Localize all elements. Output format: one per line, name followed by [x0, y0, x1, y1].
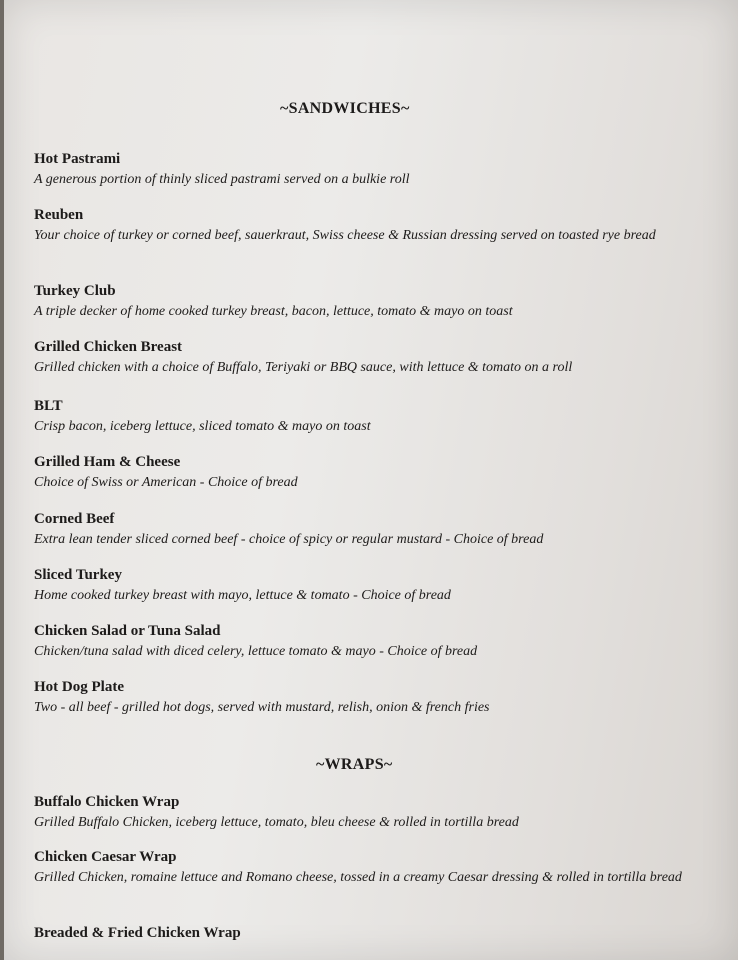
- menu-item: [34, 793, 694, 833]
- menu-item-name: Breaded & Fried Chicken Wrap: [34, 925, 241, 941]
- menu-page: [4, 0, 738, 960]
- menu-item-name: Hot Pastrami: [34, 151, 121, 167]
- menu-item-name: Grilled Ham & Cheese: [34, 454, 181, 470]
- menu-item: [34, 206, 694, 246]
- menu-item-name: Buffalo Chicken Wrap: [34, 794, 180, 810]
- menu-item-description: Home cooked turkey breast with mayo, lettuce & tomato - Choice of bread: [34, 588, 451, 603]
- menu-item-name: Chicken Salad or Tuna Salad: [34, 623, 221, 639]
- menu-item: [34, 453, 694, 493]
- menu-item-name: Hot Dog Plate: [34, 679, 124, 695]
- menu-item-description: Grilled Buffalo Chicken, iceberg lettuce, tomato, bleu cheese & rolled in tortilla bread: [34, 815, 519, 830]
- menu-item-description: Extra lean tender sliced corned beef - choice of spicy or regular mustard - Choice of bread: [34, 532, 544, 547]
- menu-item-description: Two - all beef - grilled hot dogs, served with mustard, relish, onion & french fries: [34, 700, 490, 715]
- menu-item-name: Chicken Caesar Wrap: [34, 849, 177, 865]
- menu-item: [34, 848, 694, 888]
- menu-item: [34, 338, 694, 378]
- menu-item-name: BLT: [34, 398, 63, 414]
- menu-item: [34, 397, 694, 437]
- menu-item: [34, 678, 694, 718]
- menu-item: [34, 566, 694, 606]
- menu-item-description: Choice of Swiss or American - Choice of bread: [34, 475, 298, 490]
- menu-item: [34, 510, 694, 550]
- menu-item: [34, 150, 694, 190]
- menu-item-description: Grilled Chicken, romaine lettuce and Romano cheese, tossed in a creamy Caesar dressing & rolled in tortilla bread: [34, 870, 682, 885]
- menu-item-description: A generous portion of thinly sliced pastrami served on a bulkie roll: [34, 172, 410, 187]
- menu-item: [34, 282, 694, 322]
- section-heading-wraps: ~WRAPS~: [316, 756, 393, 773]
- menu-item-name: Sliced Turkey: [34, 567, 122, 583]
- menu-item-name: Corned Beef: [34, 511, 115, 527]
- section-heading-sandwiches: ~SANDWICHES~: [280, 100, 410, 117]
- menu-item-description: Chicken/tuna salad with diced celery, lettuce tomato & mayo - Choice of bread: [34, 644, 478, 659]
- menu-item-description: Your choice of turkey or corned beef, sauerkraut, Swiss cheese & Russian dressing served on toasted rye bread: [34, 228, 656, 243]
- menu-item: [34, 622, 694, 662]
- menu-item-name: Reuben: [34, 207, 84, 223]
- menu-item-description: A triple decker of home cooked turkey breast, bacon, lettuce, tomato & mayo on toast: [34, 304, 513, 319]
- menu-item-name: Turkey Club: [34, 283, 116, 299]
- menu-item-description: Grilled chicken with a choice of Buffalo, Teriyaki or BBQ sauce, with lettuce & tomato on a roll: [34, 360, 573, 375]
- menu-item-name: Grilled Chicken Breast: [34, 339, 183, 355]
- menu-item-description: Crisp bacon, iceberg lettuce, sliced tomato & mayo on toast: [34, 419, 371, 434]
- menu-item: [34, 924, 694, 943]
